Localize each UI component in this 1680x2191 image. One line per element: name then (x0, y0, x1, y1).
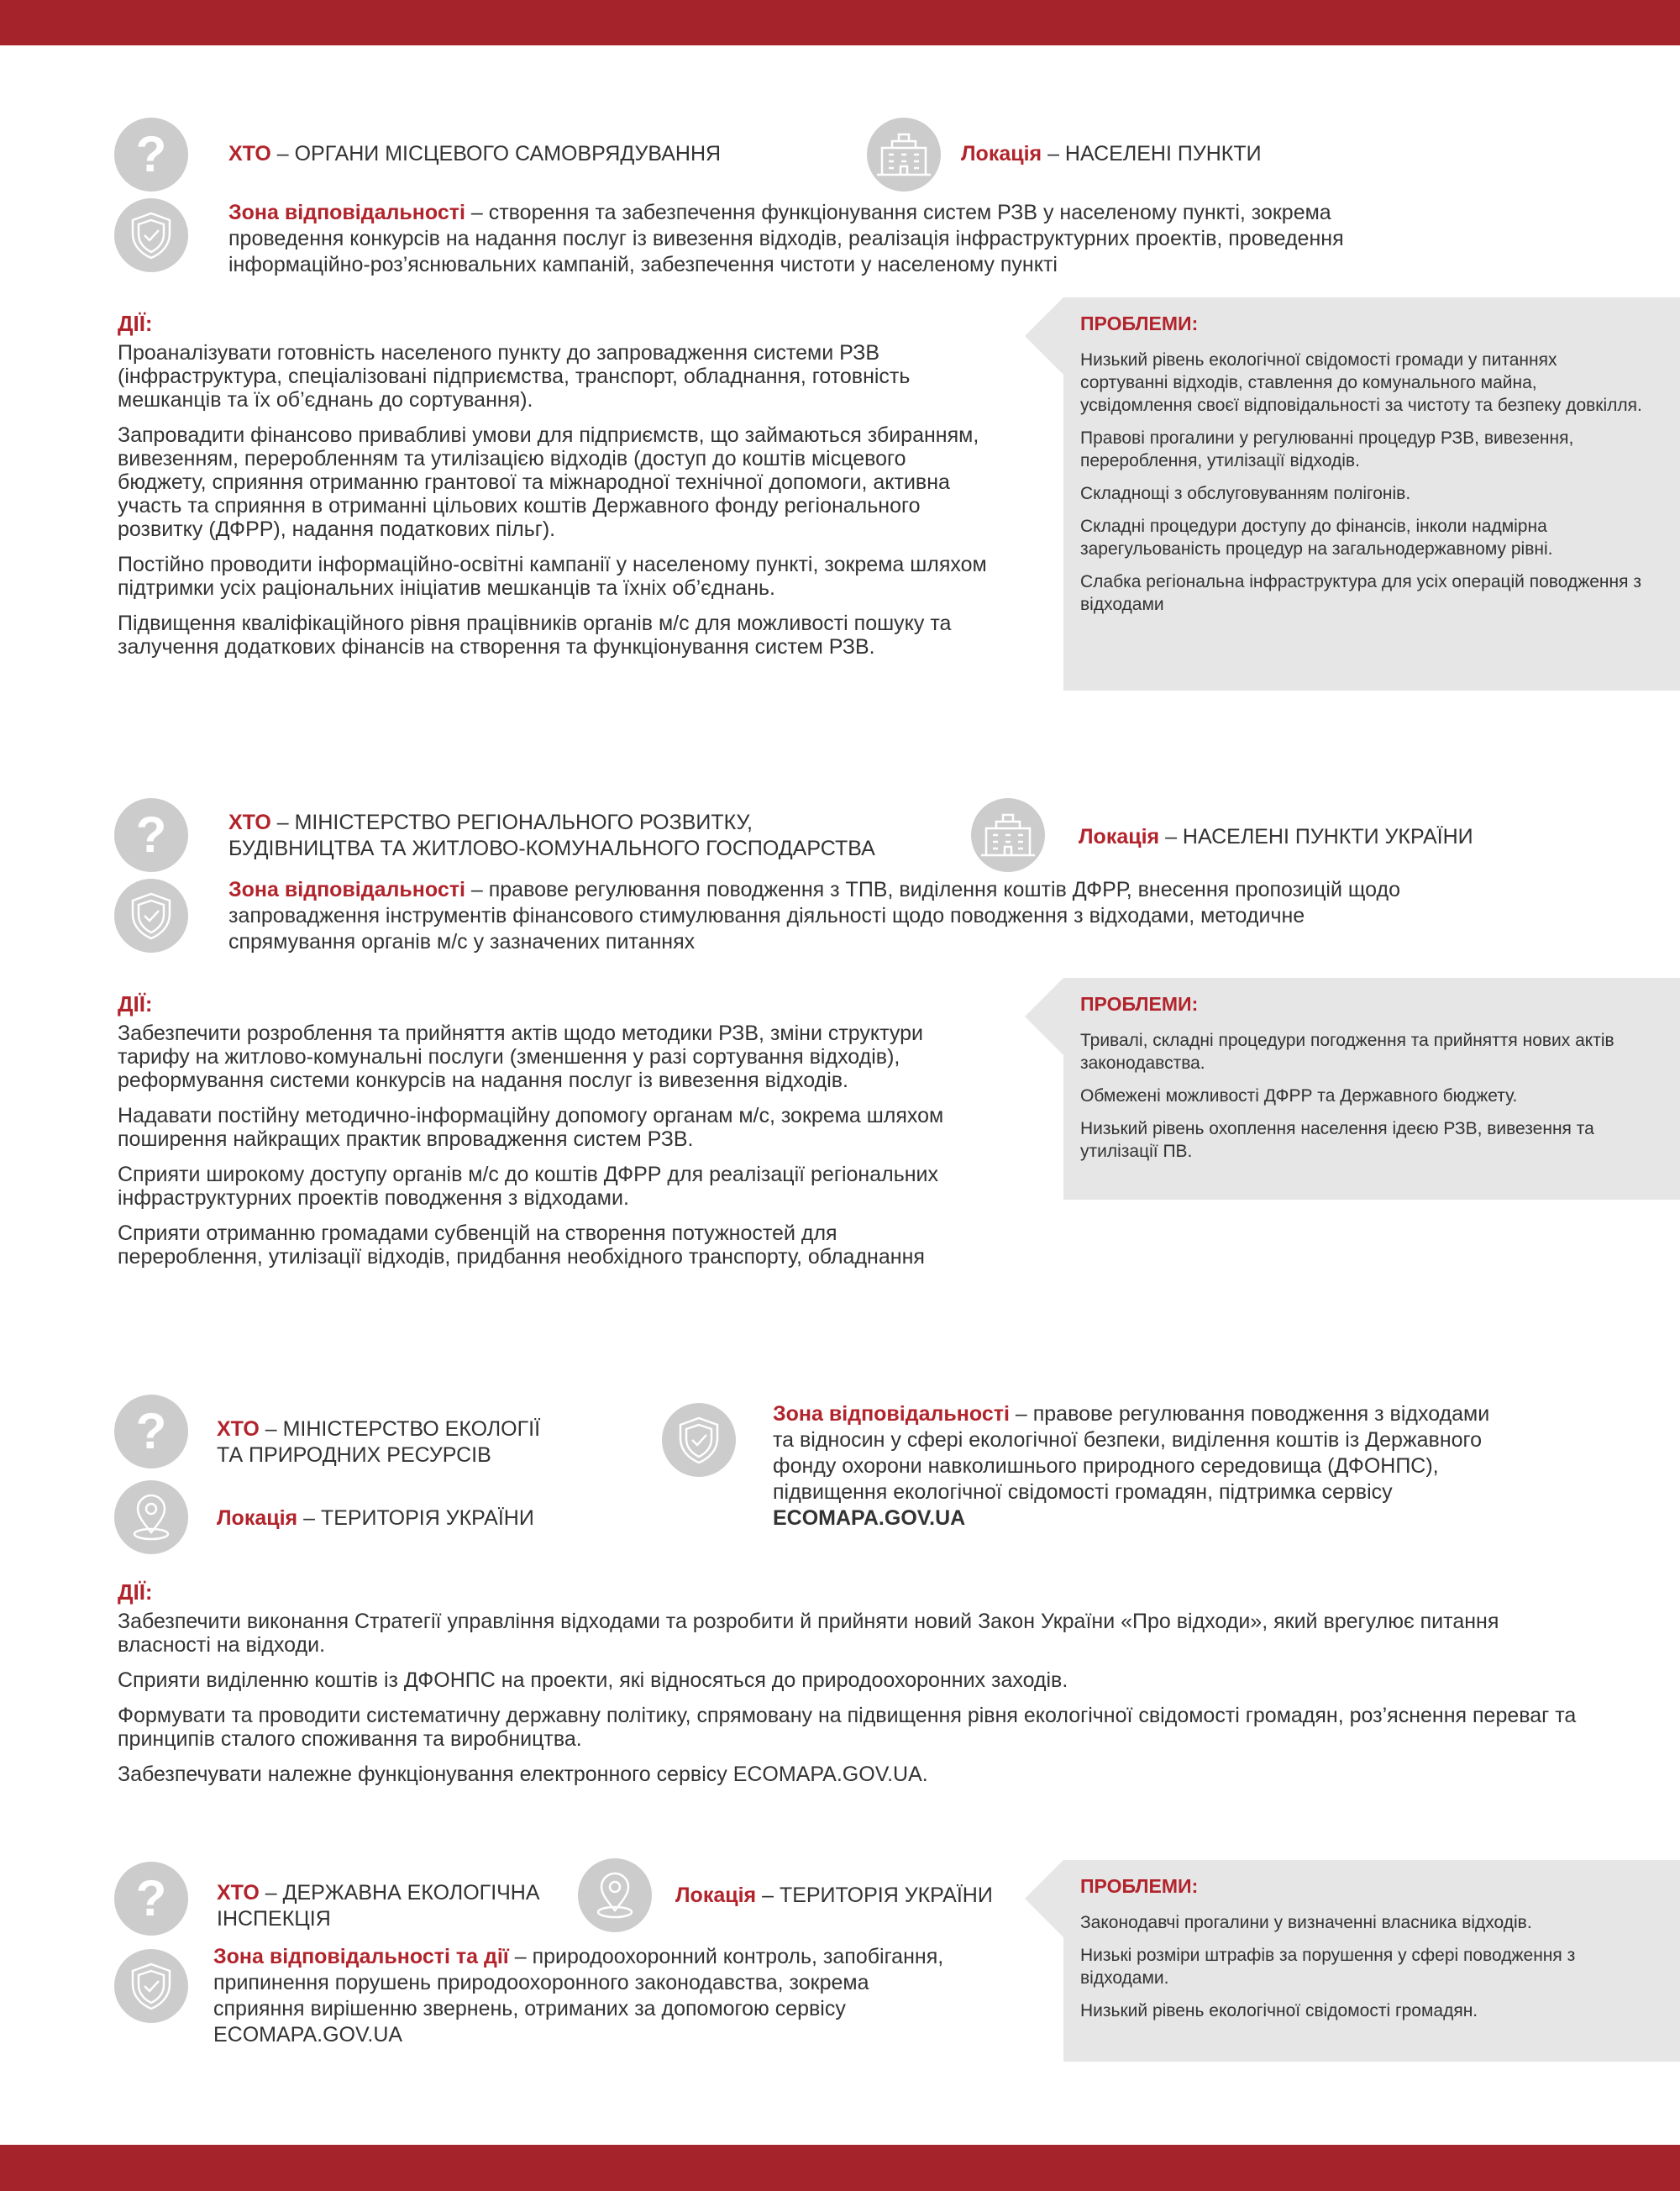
location-label: Локація (961, 142, 1042, 166)
who-text: БУДІВНИЦТВА ТА ЖИТЛОВО-КОМУНАЛЬНОГО ГОСПОДАРСТВА (228, 837, 875, 860)
location-label: Локація (675, 1884, 757, 1907)
zone-line: інформаційно-роз’яснювальних кампаній, забезпечення чистоти у населеному пункті (228, 253, 1058, 276)
who-label: ХТО (217, 1417, 260, 1441)
who-line (228, 141, 721, 167)
zone-line: фонду охорони навколишнього природного середовища (ДФОНПС), (773, 1454, 1439, 1478)
zone-block (213, 1944, 943, 2048)
action-item: Забезпечити виконання Стратегії управління відходами та розробити й прийняти новий Закон України «Про відходи», який врегулює питання власності на відходи. (118, 1610, 1499, 1657)
who-text: – ОРГАНИ МІСЦЕВОГО САМОВРЯДУВАННЯ (270, 142, 722, 166)
location-line (675, 1883, 993, 1909)
shield-check-icon (114, 879, 188, 953)
zone-label: Зона відповідальності (228, 201, 465, 224)
action-item: Підвищення кваліфікаційного рівня працівників органів м/с для можливості пошуку та залучення додаткових фінансів на створення та функціонування систем РЗВ. (118, 612, 952, 659)
zone-label: Зона відповідальності (773, 1402, 1010, 1426)
actions-title: ДІЇ: (118, 991, 153, 1017)
location-text: – ТЕРИТОРІЯ УКРАЇНИ (297, 1506, 534, 1530)
zone-line: проведення конкурсів на надання послуг із вивезення відходів, реалізація інфраструктурних проектів, проведення (228, 227, 1344, 250)
action-item: Сприяти отриманню громадами субвенцій на створення потужностей для перероблення, утилізації відходів, придбання необхідного транспорту, обладнання (118, 1222, 925, 1269)
problem-item: Законодавчі прогалини у визначенні власника відходів. (1080, 1913, 1532, 1932)
svg-text:?: ? (135, 807, 167, 863)
problem-item: Складнощі з обслуговуванням полігонів. (1080, 484, 1411, 503)
svg-text:?: ? (135, 1403, 167, 1459)
problems-panel (1063, 297, 1680, 691)
action-item: Забезпечити розроблення та прийняття актів щодо методики РЗВ, зміни структури тарифу на житлово-комунальні послуги (зменшення у разі сортування відходів), реформування системи конкурсів на надання послуг із вивезення відходів. (118, 1022, 923, 1092)
action-item: Забезпечувати належне функціонування електронного сервісу ECOMAPA.GOV.UA. (118, 1763, 928, 1786)
actions-list (118, 1022, 966, 1269)
location-text: – НАСЕЛЕНІ ПУНКТИ УКРАЇНИ (1159, 825, 1473, 849)
zone-site: ECOMAPA.GOV.UA (773, 1506, 966, 1530)
action-item: Сприяти широкому доступу органів м/с до коштів ДФРР для реалізації регіональних інфраструктурних проектів поводження з відходами. (118, 1163, 939, 1210)
zone-line: ECOMAPA.GOV.UA (213, 2023, 403, 2047)
who-label: ХТО (217, 1881, 260, 1905)
who-text: – МІНІСТЕРСТВО РЕГІОНАЛЬНОГО РОЗВИТКУ, (270, 811, 753, 834)
zone-label: Зона відповідальності (228, 878, 465, 901)
problem-item: Низькі розміри штрафів за порушення у сфері поводження з відходами. (1080, 1946, 1576, 1988)
zone-line: спрямування органів м/с у зазначених питаннях (228, 930, 696, 954)
shield-check-icon (114, 1949, 188, 2023)
shield-check-icon (114, 198, 188, 272)
zone-line: – створення та забезпечення функціонування систем РЗВ у населеному пункті, зокрема (465, 201, 1331, 224)
zone-line: – правове регулювання поводження з ТПВ, виділення коштів ДФРР, внесення пропозицій щодо (465, 878, 1400, 901)
building-icon (867, 118, 941, 192)
question-icon (114, 118, 188, 192)
actions-list (118, 1610, 1596, 1786)
who-label: ХТО (228, 811, 271, 834)
location-label: Локація (217, 1506, 298, 1530)
zone-block (228, 200, 1344, 278)
problems-title: ПРОБЛЕМИ: (1080, 993, 1199, 1015)
shield-check-icon (662, 1403, 736, 1477)
problems-panel (1063, 978, 1680, 1200)
zone-line: та відносин у сфері екологічної безпеки, виділення коштів із Державного (773, 1428, 1483, 1452)
location-label: Локація (1079, 825, 1160, 849)
problems-title: ПРОБЛЕМИ: (1080, 1875, 1199, 1897)
location-pin-icon (578, 1858, 652, 1932)
who-text: – ДЕРЖАВНА ЕКОЛОГІЧНА (259, 1881, 540, 1905)
action-item: Сприяти виділенню коштів із ДФОНПС на проекти, які відносяться до природоохоронних заходів. (118, 1668, 1068, 1692)
zone-block (228, 877, 1400, 955)
actions-list (118, 341, 991, 659)
question-icon (114, 1862, 188, 1936)
action-item: Постійно проводити інформаційно-освітні кампанії у населеному пункті, зокрема шляхом підтримки усіх раціональних ініціатив мешканців та їхніх об’єднань. (118, 553, 987, 600)
actions-title: ДІЇ: (118, 1579, 153, 1605)
problem-item: Обмежені можливості ДФРР та Державного бюджету. (1080, 1086, 1518, 1106)
action-item: Надавати постійну методично-інформаційну допомогу органам м/с, зокрема шляхом поширення найкращих практик впровадження систем РЗВ. (118, 1104, 944, 1151)
bottom-bar (0, 2145, 1680, 2191)
building-icon (971, 798, 1045, 872)
zone-block (773, 1401, 1489, 1532)
location-line (961, 141, 1262, 167)
actions-title: ДІЇ: (118, 311, 153, 336)
problems-panel (1063, 1860, 1680, 2062)
svg-text:?: ? (135, 126, 167, 182)
action-item: Запровадити фінансово привабливі умови для підприємств, що займаються збиранням, вивезенням, переробленням та утилізацією відходів (доступ до коштів місцевого бюджету, сприяння отриманню грантової та міжнародної технічної допомоги, активна участь та сприяння в отриманні цільових коштів Державного фонду регіонального розвитку (ДФРР), надання податкових пільг). (118, 423, 979, 541)
who-block (217, 1880, 540, 1932)
zone-line: підвищення екологічної свідомості громадян, підтримка сервісу (773, 1480, 1393, 1504)
problem-item: Тривалі, складні процедури погодження та прийняття нових актів законодавства. (1080, 1031, 1614, 1073)
location-text: – ТЕРИТОРІЯ УКРАЇНИ (756, 1884, 993, 1907)
zone-line: – природоохоронний контроль, запобігання, (508, 1945, 944, 1968)
problem-item: Низький рівень охоплення населення ідеєю РЗВ, вивезення та утилізації ПВ. (1080, 1119, 1594, 1161)
problem-item: Слабка регіональна інфраструктура для усіх операцій поводження з відходами (1080, 572, 1641, 614)
location-pin-icon (114, 1480, 188, 1554)
location-text: – НАСЕЛЕНІ ПУНКТИ (1042, 142, 1262, 166)
problem-item: Низький рівень екологічної свідомості громади у питаннях сортуванні відходів, ставлення до комунального майна, усвідомлення своєї відповідальності за чистоту та безпеку довкілля. (1080, 350, 1642, 415)
zone-line: сприяння вирішенню звернень, отриманих за допомогою сервісу (213, 1997, 846, 2020)
who-label: ХТО (228, 142, 271, 166)
question-icon (114, 798, 188, 872)
svg-text:?: ? (135, 1870, 167, 1926)
who-text: ІНСПЕКЦІЯ (217, 1907, 331, 1931)
action-item: Проаналізувати готовність населеного пункту до запровадження системи РЗВ (інфраструктура, спеціалізовані підприємства, транспорт, обладнання, готовність мешканців та їх об’єднань до сортування). (118, 341, 911, 412)
location-line (1079, 824, 1473, 850)
zone-line: припинення порушень природоохоронного законодавства, зокрема (213, 1971, 869, 1994)
problem-item: Складні процедури доступу до фінансів, інколи надмірна зарегульованість процедур на загальнодержавному рівні. (1080, 517, 1553, 559)
problems-title: ПРОБЛЕМИ: (1080, 313, 1199, 334)
zone-label: Зона відповідальності та дії (213, 1945, 509, 1968)
problem-item: Правові прогалини у регулюванні процедур РЗВ, вивезення, перероблення, утилізації відходів. (1080, 428, 1574, 470)
problem-item: Низький рівень екологічної свідомості громадян. (1080, 2001, 1478, 2020)
who-block (217, 1416, 540, 1469)
zone-line: запровадження інструментів фінансового стимулювання діяльності щодо поводження з відходами, методичне (228, 904, 1305, 927)
action-item: Формувати та проводити систематичну державну політику, спрямовану на підвищення рівня екологічної свідомості громадян, роз’яснення переваг та принципів сталого споживання та виробництва. (118, 1704, 1577, 1751)
zone-line: – правове регулювання поводження з відходами (1009, 1402, 1490, 1426)
question-icon (114, 1395, 188, 1469)
who-block (228, 810, 875, 862)
top-bar (0, 0, 1680, 45)
location-line (217, 1505, 534, 1532)
who-text: ТА ПРИРОДНИХ РЕСУРСІВ (217, 1443, 491, 1467)
who-text: – МІНІСТЕРСТВО ЕКОЛОГІЇ (259, 1417, 541, 1441)
